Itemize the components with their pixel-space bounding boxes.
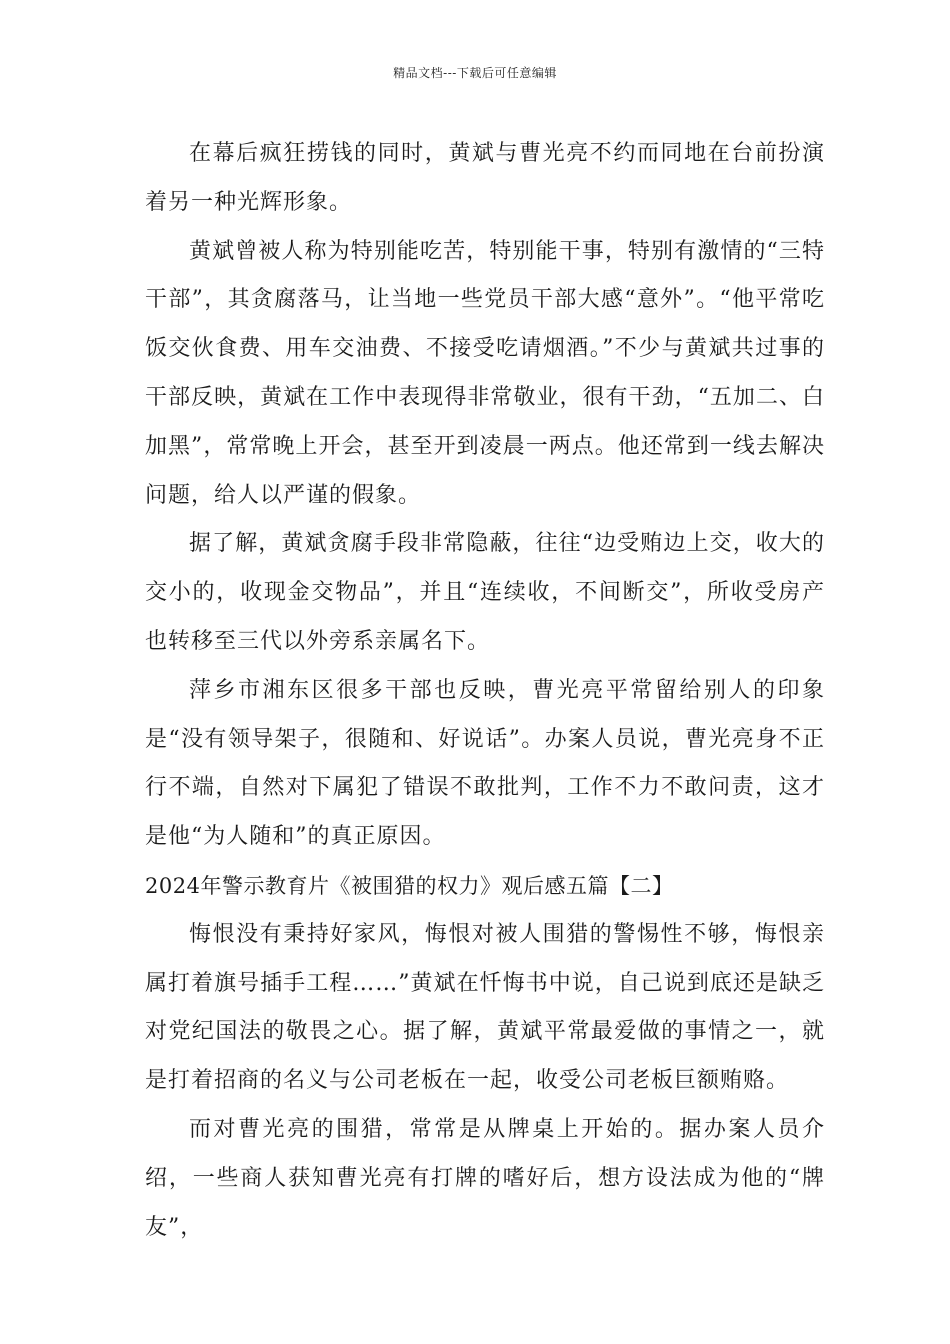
paragraph-6: 而对曹光亮的围猎，常常是从牌桌上开始的。据办案人员介绍，一些商人获知曹光亮有打牌的嗜好后，想方设法成为他的“牌友”， xyxy=(145,1116,825,1240)
paragraph-4: 萍乡市湘东区很多干部也反映，曹光亮平常留给别人的印象是“没有领导架子，很随和、好说话”。办案人员说，曹光亮身不正行不端，自然对下属犯了错误不敢批判，工作不力不敢问责，这才是他“为人随和”的真正原因。 xyxy=(145,677,825,850)
section-heading: 2024年警示教育片《被围猎的权力》观后感五篇【二】 xyxy=(145,873,674,898)
paragraph-3: 据了解，黄斌贪腐手段非常隐蔽，往往“边受贿边上交，收大的交小的，收现金交物品”，并且“连续收，不间断交”，所收受房产也转移至三代以外旁系亲属名下。 xyxy=(145,531,825,654)
page-header: 精品文档---下载后可任意编辑 xyxy=(393,66,557,80)
paragraph-2: 黄斌曾被人称为特别能吃苦，特别能干事，特别有激情的“三特干部”，其贪腐落马，让当地一些党员干部大感“意外”。“他平常吃饭交伙食费、用车交油费、不接受吃请烟酒。”不少与黄斌共过事的干部反映，黄斌在工作中表现得非常敬业，很有干劲，“五加二、白加黑”，常常晚上开会，甚至开到凌晨一两点。他还常到一线去解决问题，给人以严谨的假象。 xyxy=(145,238,825,508)
paragraph-5: 悔恨没有秉持好家风，悔恨对被人围猎的警惕性不够，悔恨亲属打着旗号插手工程……”黄斌在忏悔书中说，自己说到底还是缺乏对党纪国法的敬畏之心。据了解，黄斌平常最爱做的事情之一，就是打着招商的名义与公司老板在一起，收受公司老板巨额贿赂。 xyxy=(145,921,825,1094)
paragraph-1: 在幕后疯狂捞钱的同时，黄斌与曹光亮不约而同地在台前扮演着另一种光辉形象。 xyxy=(145,141,825,215)
document-body xyxy=(145,130,825,1252)
